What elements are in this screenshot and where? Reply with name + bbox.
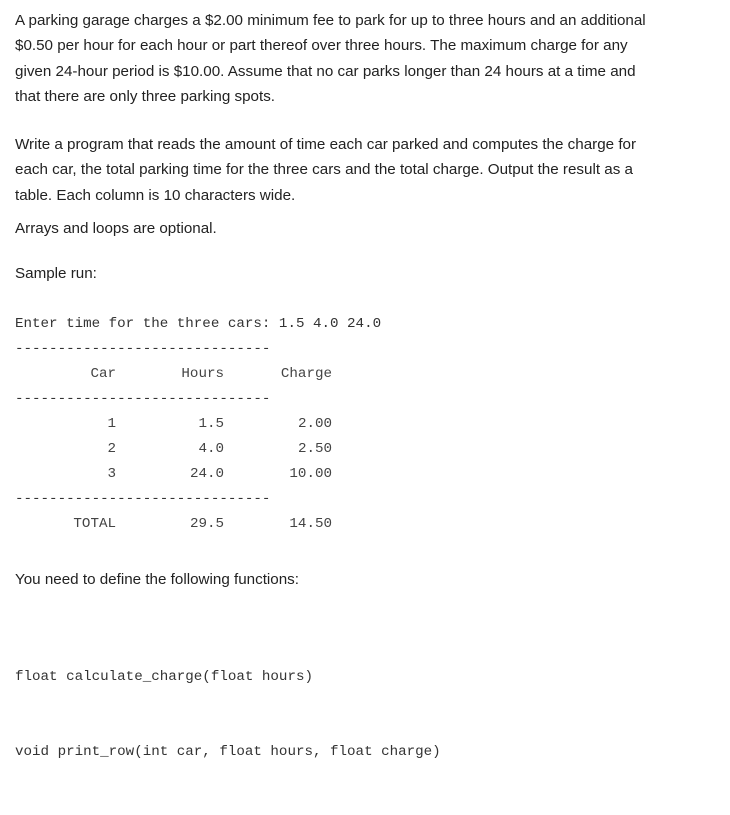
cell-car: 3: [107, 466, 116, 483]
table-separator: ------------------------------: [15, 340, 271, 357]
paragraph-task-description: Write a program that reads the amount of time each car parked and computes the charge for each car, the total parking time for the three cars and the total charge. Output the result as a table. Each column is 10 characters wide.: [15, 136, 637, 204]
paragraph-optional-note: Arrays and loops are optional.: [15, 220, 217, 238]
cell-charge: 2.00: [297, 416, 332, 433]
cell-charge: 2.50: [297, 441, 332, 458]
cell-car: 2: [107, 441, 116, 458]
table-row: [15, 437, 727, 462]
function-signature: float calculate_charge(float hours): [15, 668, 313, 685]
table-row: [15, 462, 727, 487]
header-hours: Hours: [181, 366, 224, 383]
cell-hours: 24.0: [189, 466, 224, 483]
function-signatures: [15, 615, 727, 815]
header-charge: Charge: [280, 366, 332, 383]
cell-charge: 10.00: [289, 466, 332, 483]
table-separator: ------------------------------: [15, 390, 271, 407]
total-hours: 29.5: [189, 516, 224, 533]
table-header-row: [15, 362, 727, 387]
sample-output-table: [15, 337, 727, 537]
paragraph-pricing-rules: A parking garage charges a $2.00 minimum fee to park for up to three hours and an additional $0.50 per hour for each hour or part thereof over three hours. The maximum charge for any given 24-hour period is $10.00. Assume that no car parks longer than 24 hours at a time and that there are only three parking spots.: [15, 12, 646, 105]
total-charge: 14.50: [289, 516, 332, 533]
sample-run-heading: Sample run:: [15, 265, 97, 283]
total-label: TOTAL: [73, 516, 116, 533]
problem-statement: [15, 8, 727, 815]
table-total-row: [15, 512, 727, 537]
header-car: Car: [90, 366, 116, 383]
functions-heading: You need to define the following functions:: [15, 570, 299, 588]
table-row: [15, 412, 727, 437]
cell-hours: 1.5: [198, 416, 224, 433]
sample-input-prompt: Enter time for the three cars: 1.5 4.0 24.0: [15, 315, 382, 332]
cell-car: 1: [107, 416, 116, 433]
function-signature: void print_row(int car, float hours, float charge): [15, 743, 441, 760]
cell-hours: 4.0: [198, 441, 224, 458]
table-separator: ------------------------------: [15, 490, 271, 507]
